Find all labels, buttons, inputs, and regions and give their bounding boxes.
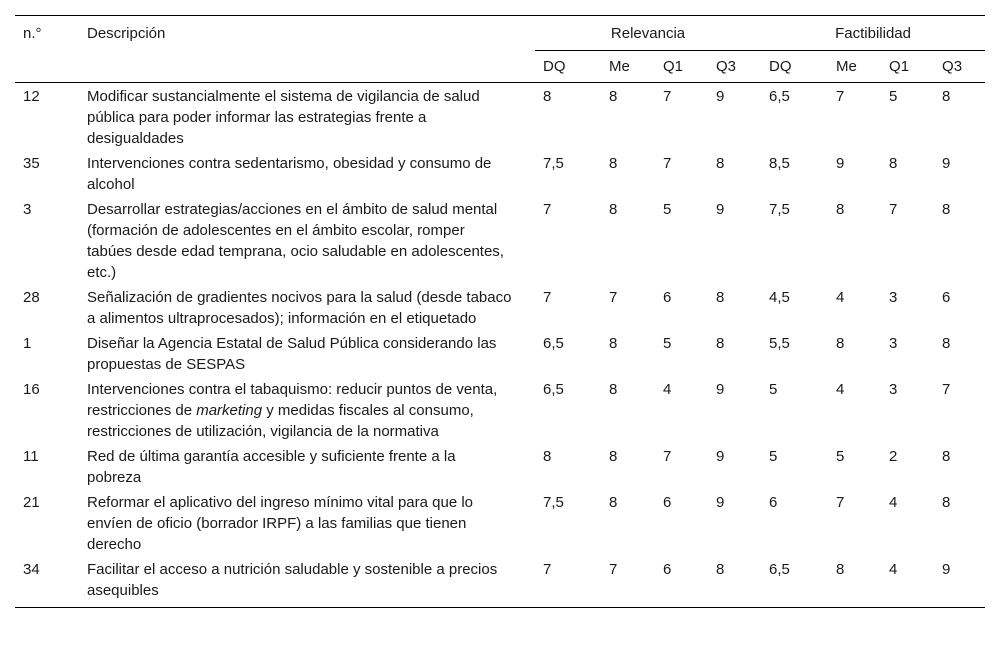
table-row	[15, 150, 985, 196]
fac-q3: 9	[942, 155, 951, 172]
header-fac-q3: Q3	[934, 51, 985, 83]
rel-dq: 6,5	[543, 381, 564, 398]
fac-me: 7	[836, 88, 845, 105]
fac-me: 4	[836, 381, 845, 398]
rel-q3: 9	[716, 381, 725, 398]
header-no: n.°	[23, 25, 42, 42]
fac-dq: 5,5	[769, 335, 790, 352]
fac-q1: 3	[889, 289, 898, 306]
header-fac-me: Me	[828, 51, 881, 83]
fac-dq: 6,5	[769, 561, 790, 578]
row-description: Reformar el aplicativo del ingreso mínimo vital para que lo envíen de oficio (borrador IRPF) a las familias que tienen derecho	[87, 494, 474, 553]
fac-q3: 8	[942, 335, 951, 352]
rel-q3: 9	[716, 448, 725, 465]
row-description: Desarrollar estrategias/acciones en el ámbito de salud mental (formación de adolescentes en el ámbito escolar, romper tabúes desde edad temprana, ocio saludable en adolescentes, etc.)	[87, 201, 504, 281]
fac-q3: 8	[942, 448, 951, 465]
rel-q1: 4	[663, 381, 672, 398]
fac-me: 7	[836, 494, 845, 511]
rel-dq: 7,5	[543, 155, 564, 172]
row-no: 34	[23, 561, 40, 578]
row-description: Red de última garantía accesible y suficiente frente a la pobreza	[87, 448, 456, 486]
rel-me: 8	[609, 494, 618, 511]
row-no: 35	[23, 155, 40, 172]
rel-q3: 9	[716, 494, 725, 511]
rel-q3: 8	[716, 289, 725, 306]
fac-dq: 6	[769, 494, 778, 511]
fac-me: 8	[836, 335, 845, 352]
table-row	[15, 556, 985, 608]
fac-me: 9	[836, 155, 845, 172]
fac-q1: 3	[889, 381, 898, 398]
rel-q1: 5	[663, 335, 672, 352]
rel-q3: 8	[716, 561, 725, 578]
description-text-emphasis: marketing	[196, 402, 263, 419]
row-description: Modificar sustancialmente el sistema de vigilancia de salud pública para poder informar las estrategias frente a desigualdades	[87, 88, 480, 147]
fac-dq: 7,5	[769, 201, 790, 218]
table-row	[15, 330, 985, 376]
table-row	[15, 376, 985, 443]
row-description: Intervenciones contra sedentarismo, obesidad y consumo de alcohol	[87, 155, 492, 193]
table-row	[15, 196, 985, 284]
table-row	[15, 443, 985, 489]
rel-me: 8	[609, 335, 618, 352]
fac-q1: 8	[889, 155, 898, 172]
header-rel-q3: Q3	[708, 51, 761, 83]
rel-dq: 7	[543, 289, 552, 306]
rel-q3: 9	[716, 201, 725, 218]
fac-dq: 4,5	[769, 289, 790, 306]
rel-q1: 6	[663, 289, 672, 306]
rel-me: 7	[609, 289, 618, 306]
table-row	[15, 284, 985, 330]
row-description: Diseñar la Agencia Estatal de Salud Pública considerando las propuestas de SESPAS	[87, 335, 497, 373]
rel-dq: 8	[543, 448, 552, 465]
rel-me: 8	[609, 448, 618, 465]
fac-dq: 8,5	[769, 155, 790, 172]
fac-q3: 6	[942, 289, 951, 306]
fac-q3: 8	[942, 88, 951, 105]
fac-q3: 8	[942, 201, 951, 218]
rel-me: 7	[609, 561, 618, 578]
fac-me: 5	[836, 448, 845, 465]
rel-me: 8	[609, 88, 618, 105]
rel-q3: 8	[716, 335, 725, 352]
rel-q1: 7	[663, 448, 672, 465]
header-relevancia: Relevancia	[610, 25, 686, 42]
table-row	[15, 83, 985, 151]
header-rel-q1: Q1	[655, 51, 708, 83]
fac-me: 8	[836, 201, 845, 218]
fac-dq: 5	[769, 381, 778, 398]
fac-q1: 4	[889, 494, 898, 511]
rel-dq: 8	[543, 88, 552, 105]
header-fac-q1: Q1	[881, 51, 934, 83]
header-rel-dq: DQ	[535, 51, 601, 83]
row-no: 3	[23, 201, 32, 218]
header-row-group	[15, 16, 985, 51]
rel-me: 8	[609, 155, 618, 172]
header-fac-dq: DQ	[761, 51, 828, 83]
header-rel-me: Me	[601, 51, 655, 83]
rel-q3: 9	[716, 88, 725, 105]
row-no: 1	[23, 335, 32, 352]
rel-dq: 7	[543, 201, 552, 218]
description-text-post: y medidas fiscales al consumo, restricciones de utilización, vigilancia de la normativa	[87, 402, 474, 440]
rel-q1: 7	[663, 155, 672, 172]
fac-q3: 9	[942, 561, 951, 578]
row-no: 28	[23, 289, 40, 306]
rel-q1: 6	[663, 494, 672, 511]
rel-dq: 7,5	[543, 494, 564, 511]
fac-q1: 7	[889, 201, 898, 218]
row-no: 16	[23, 381, 40, 398]
row-description: Facilitar el acceso a nutrición saludable y sostenible a precios asequibles	[87, 561, 498, 599]
rel-q3: 8	[716, 155, 725, 172]
fac-q1: 3	[889, 335, 898, 352]
row-no: 12	[23, 88, 40, 105]
fac-q1: 4	[889, 561, 898, 578]
row-description	[85, 376, 535, 443]
header-descripcion: Descripción	[87, 25, 166, 42]
fac-q3: 8	[942, 494, 951, 511]
fac-q1: 5	[889, 88, 898, 105]
row-description: Señalización de gradientes nocivos para la salud (desde tabaco a alimentos ultraprocesados); información en el etiquetado	[87, 289, 512, 327]
rel-dq: 7	[543, 561, 552, 578]
fac-dq: 6,5	[769, 88, 790, 105]
table-row	[15, 489, 985, 556]
header-factibilidad: Factibilidad	[835, 25, 911, 42]
rel-q1: 5	[663, 201, 672, 218]
fac-q1: 2	[889, 448, 898, 465]
fac-q3: 7	[942, 381, 951, 398]
fac-me: 4	[836, 289, 845, 306]
fac-dq: 5	[769, 448, 778, 465]
rel-q1: 6	[663, 561, 672, 578]
rel-q1: 7	[663, 88, 672, 105]
row-no: 11	[23, 448, 39, 465]
rel-me: 8	[609, 381, 618, 398]
priorities-table	[15, 15, 985, 608]
rel-me: 8	[609, 201, 618, 218]
description-text-pre: Intervenciones contra el tabaquismo: reducir puntos de venta, restricciones de	[87, 381, 498, 419]
row-no: 21	[23, 494, 40, 511]
rel-dq: 6,5	[543, 335, 564, 352]
fac-me: 8	[836, 561, 845, 578]
